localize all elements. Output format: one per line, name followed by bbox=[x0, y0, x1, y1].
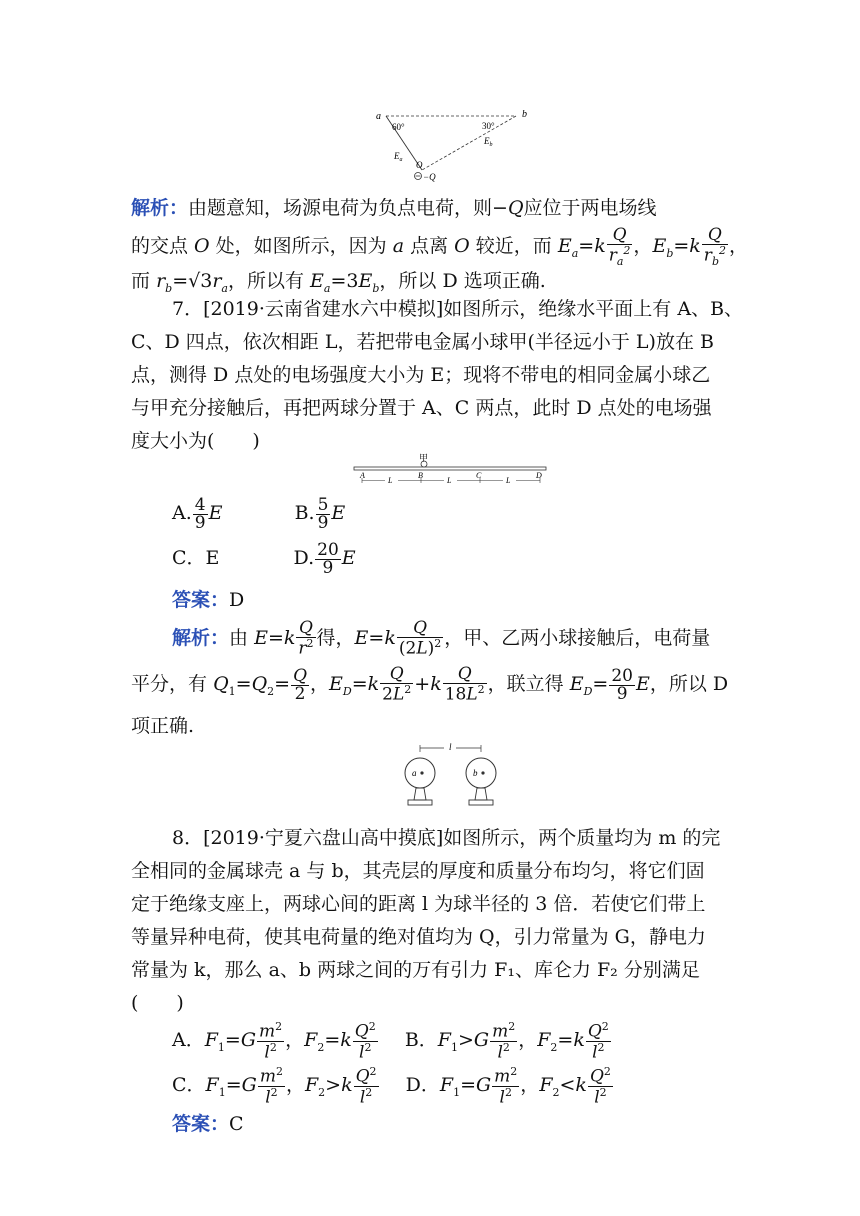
fig-point-d: D bbox=[536, 471, 542, 480]
q8-stem-line-5: 常量为 k，那么 a、b 两球之间的万有引力 F₁、库仑力 F₂ 分别满足 bbox=[131, 959, 700, 981]
analysis-label: 解析： bbox=[131, 197, 189, 219]
fig-sphere-a: a bbox=[412, 768, 417, 778]
option-b[interactable]: B．$F_1>G$ $\frac{m^2}{l^2}$ ，$F_2=k$ $\frac{Q^2}{l^2}$ bbox=[404, 1019, 609, 1063]
fig-spacing-l3: L bbox=[506, 476, 511, 484]
q7-stem-line-1: 7．[2019·云南省建水六中模拟]如图所示，绝缘水平面上有 A、B、 bbox=[172, 298, 744, 320]
fig-label-l: l bbox=[449, 742, 452, 752]
q8-stem-line-3: 定于绝缘支座上，两球心间的距离 l 为球半径的 3 倍．若使它们带上 bbox=[131, 893, 706, 915]
q6-analysis-line-1: 解析：由题意知，场源电荷为负点电荷，则−Q应位于两电场线 bbox=[131, 197, 657, 219]
fig-point-a: A bbox=[360, 471, 365, 480]
answer-value: C bbox=[229, 1113, 244, 1135]
answer-label: 答案： bbox=[172, 1113, 230, 1135]
q8-stem-line-2: 全相同的金属球壳 a 与 b，其壳层的厚度和质量分布均匀，将它们固 bbox=[131, 860, 705, 882]
q8-options-row-1 bbox=[172, 1020, 772, 1068]
option-d[interactable]: D. $\frac{20}{9}$ E bbox=[293, 539, 356, 578]
figure-metal-spheres bbox=[398, 742, 508, 810]
q7-stem-line-3: 点，测得 D 点处的电场强度大小为 E；现将不带电的相同金属小球乙 bbox=[131, 364, 711, 386]
q8-stem-line-4: 等量异种电荷，使其电荷量的绝对值均为 Q，引力常量为 G，静电力 bbox=[131, 926, 706, 948]
fig-label-ea: $E_a$ bbox=[394, 151, 403, 163]
fig-angle-a: 60° bbox=[392, 122, 405, 132]
q7-analysis-line-2: 平分，有 $Q_1=Q_2=$ $\frac{Q}{2}$ ，$E_D=k$ $\frac{Q}{2L^2}$ +k $\frac{Q}{18L^2}$ ，联立得 $E_D=$ $\frac{20}{9}$ E，所以 D bbox=[131, 664, 729, 705]
fig-label-eb: $E_b$ bbox=[484, 136, 493, 148]
q6-analysis-line-2: 的交点 O 处，如图所示，因为 a 点离 O 较近，而 $E_a=k$ $\frac{Q}{r_a^2}$ ，$E_b=k$ $\frac{Q}{r_b^2}$ ， bbox=[131, 225, 748, 269]
fig-spacing-l1: L bbox=[388, 476, 393, 484]
answer-value: D bbox=[229, 589, 245, 611]
q7-analysis-line-1: 解析：由 E=k $\frac{Q}{r^2}$ 得，E=k $\frac{Q}{(2L)^2}$ ，甲、乙两小球接触后，电荷量 bbox=[172, 618, 711, 659]
fig-label-a: a bbox=[376, 111, 381, 122]
fig-point-b: B bbox=[418, 471, 423, 480]
q7-options-row-1 bbox=[172, 495, 772, 532]
fig-angle-b: 30° bbox=[482, 121, 495, 131]
figure-points-abcd bbox=[352, 452, 548, 484]
q8-stem-line-6: ( ) bbox=[131, 992, 184, 1014]
option-c[interactable]: C．E bbox=[172, 547, 220, 569]
answer-label: 答案： bbox=[172, 589, 230, 611]
q7-stem-line-2: C、D 四点，依次相距 L，若把带电金属小球甲(半径远小于 L)放在 B bbox=[131, 331, 714, 353]
q8-answer bbox=[172, 1108, 772, 1141]
q8-options-row-2 bbox=[172, 1065, 772, 1113]
figure-electric-field-lines bbox=[372, 108, 532, 188]
q8-stem-line-1: 8．[2019·宁夏六盘山高中摸底]如图所示，两个质量均为 m 的完 bbox=[172, 827, 721, 849]
fig-label-o: O bbox=[416, 160, 423, 170]
fig-label-jia: 甲 bbox=[419, 453, 429, 463]
option-a[interactable]: A．$F_1=G$ $\frac{m^2}{l^2}$ ，$F_2=k$ $\frac{Q^2}{l^2}$ bbox=[172, 1019, 376, 1063]
option-d[interactable]: D．$F_1=G$ $\frac{m^2}{l^2}$ ，$F_2<k$ $\frac{Q^2}{l^2}$ bbox=[405, 1064, 611, 1108]
fig-point-c: C bbox=[476, 471, 482, 480]
q7-stem-line-5: 度大小为( ) bbox=[131, 430, 260, 452]
q7-analysis-line-3: 项正确. bbox=[131, 715, 195, 737]
q7-stem-line-4: 与甲充分接触后，再把两球分置于 A、C 两点，此时 D 点处的电场强 bbox=[131, 397, 712, 419]
q7-options-row-2 bbox=[172, 539, 772, 577]
q7-answer bbox=[172, 584, 772, 617]
q6-analysis-line-3: 而 $r_b=√3r_a$，所以有 $E_a=3E_b$，所以 D 选项正确. bbox=[131, 270, 546, 295]
fig-sphere-b: b bbox=[473, 768, 478, 778]
fig-label-b: b bbox=[522, 109, 527, 120]
option-c[interactable]: C．$F_1=G$ $\frac{m^2}{l^2}$ ，$F_2>k$ $\frac{Q^2}{l^2}$ bbox=[172, 1064, 377, 1108]
fig-label-q: −Q bbox=[423, 172, 436, 182]
option-b[interactable]: B. $\frac{5}{9}$ E bbox=[294, 494, 346, 533]
fig-spacing-l2: L bbox=[447, 476, 452, 484]
option-a[interactable]: A. $\frac{4}{9}$ E bbox=[172, 494, 223, 533]
